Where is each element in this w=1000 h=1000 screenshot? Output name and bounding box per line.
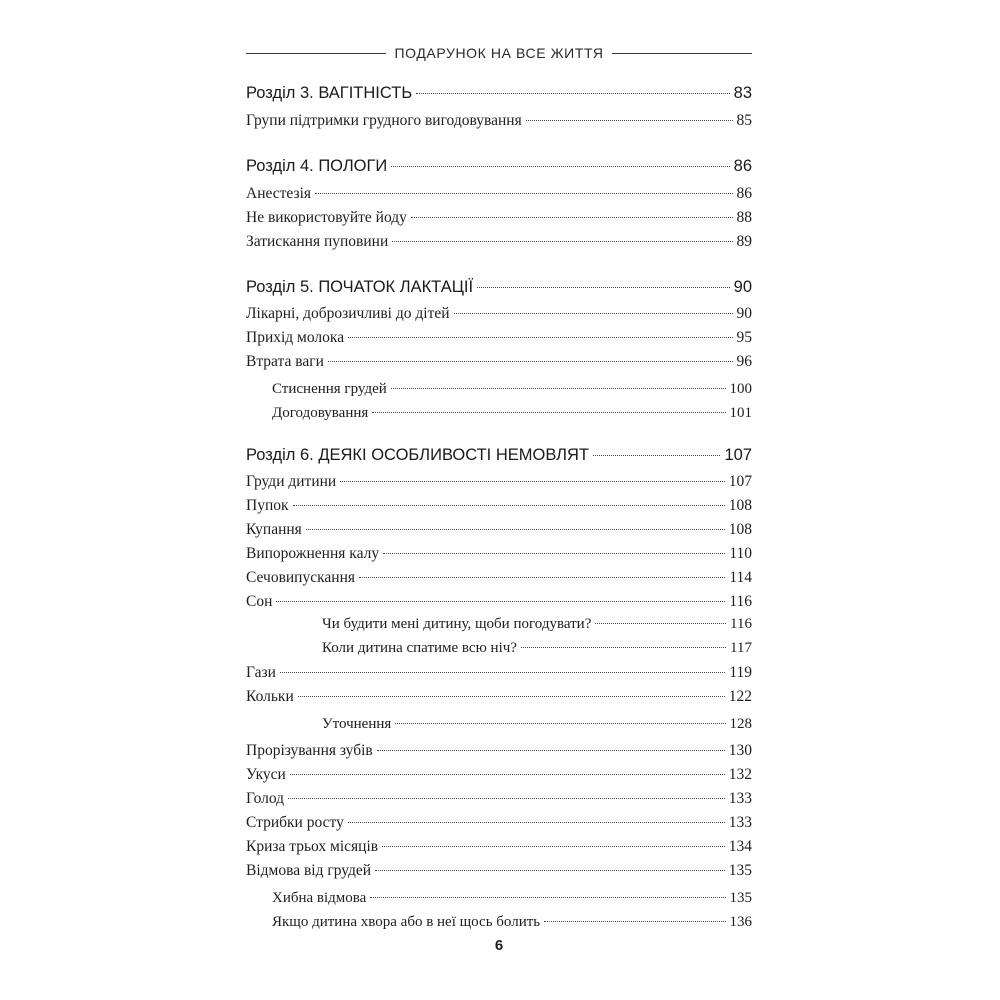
toc-entry-page-number: 100 bbox=[729, 381, 752, 397]
toc-entry-page-number: 89 bbox=[736, 233, 752, 250]
dot-leader bbox=[359, 577, 725, 578]
toc-entry-title: Догодовування bbox=[272, 405, 369, 421]
dot-leader bbox=[348, 822, 725, 823]
running-title: ПОДАРУНОК НА ВСЕ ЖИТТЯ bbox=[394, 45, 604, 61]
dot-leader bbox=[375, 870, 725, 871]
toc-entry-section bbox=[246, 788, 752, 810]
dot-leader bbox=[298, 696, 725, 697]
dot-leader bbox=[595, 623, 726, 624]
dot-leader bbox=[544, 921, 725, 922]
toc-entry-title: Хибна відмова bbox=[272, 890, 367, 906]
dot-leader bbox=[288, 798, 725, 799]
toc-entry-sub bbox=[272, 378, 752, 400]
toc-entry-title: Купання bbox=[246, 521, 302, 538]
toc-entry-page-number: 86 bbox=[736, 185, 752, 202]
toc-entry-section bbox=[246, 764, 752, 786]
toc-entry-page-number: 108 bbox=[728, 521, 752, 538]
dot-leader bbox=[315, 193, 732, 194]
toc-entry-section bbox=[246, 303, 752, 325]
toc-entry-page-number: 90 bbox=[733, 278, 752, 296]
toc-entry-title: Анестезія bbox=[246, 185, 312, 202]
toc-entry-page-number: 83 bbox=[733, 84, 752, 102]
toc-entry-title: Стрибки росту bbox=[246, 814, 344, 831]
toc-entry-section bbox=[246, 183, 752, 205]
toc-entry-section bbox=[246, 351, 752, 373]
toc-entry-section bbox=[246, 860, 752, 882]
dot-leader bbox=[383, 553, 725, 554]
toc-entry-chapter bbox=[246, 276, 752, 298]
toc-entry-page-number: 128 bbox=[729, 716, 752, 732]
toc-entry-section bbox=[246, 471, 752, 493]
toc-entry-title: Розділ 6. ДЕЯКІ ОСОБЛИВОСТІ НЕМОВЛЯТ bbox=[246, 446, 589, 464]
dot-leader bbox=[526, 120, 733, 121]
toc-entry-title: Прихід молока bbox=[246, 329, 345, 346]
dot-leader bbox=[276, 601, 725, 602]
toc-entry-page-number: 101 bbox=[729, 405, 752, 421]
dot-leader bbox=[370, 897, 725, 898]
toc-entry-title: Коли дитина спатиме всю ніч? bbox=[322, 640, 517, 656]
toc-entry-title: Укуси bbox=[246, 766, 286, 783]
dot-leader bbox=[280, 672, 725, 673]
dot-leader bbox=[377, 750, 725, 751]
toc-entry-title: Сон bbox=[246, 593, 273, 610]
toc-entry-section bbox=[246, 231, 752, 253]
toc-entry-page-number: 116 bbox=[729, 593, 752, 610]
toc-entry-title: Затискання пуповини bbox=[246, 233, 389, 250]
running-head bbox=[246, 45, 752, 61]
toc-entry-title: Уточнення bbox=[322, 716, 392, 732]
toc-entry-page-number: 86 bbox=[733, 157, 752, 175]
toc-entry-subsub bbox=[322, 613, 752, 635]
dot-leader bbox=[306, 529, 725, 530]
toc-entry-title: Не використовуйте йоду bbox=[246, 209, 407, 226]
dot-leader bbox=[328, 361, 733, 362]
dot-leader bbox=[411, 217, 733, 218]
toc-entry-title: Кольки bbox=[246, 688, 294, 705]
toc-entry-section bbox=[246, 567, 752, 589]
toc-entry-title: Розділ 5. ПОЧАТОК ЛАКТАЦІЇ bbox=[246, 278, 474, 296]
toc-entry-title: Пупок bbox=[246, 497, 289, 514]
toc-entry-title: Розділ 3. ВАГІТНІСТЬ bbox=[246, 84, 413, 102]
toc-entry-title: Сечовипускання bbox=[246, 569, 355, 586]
book-page bbox=[246, 0, 752, 1000]
toc-entry-page-number: 116 bbox=[730, 616, 752, 632]
dot-leader bbox=[477, 287, 730, 288]
header-rule-left bbox=[246, 53, 386, 54]
toc-entry-title: Втрата ваги bbox=[246, 353, 324, 370]
dot-leader bbox=[391, 166, 729, 167]
toc-entry-section bbox=[246, 836, 752, 858]
toc-entry-title: Прорізування зубів bbox=[246, 742, 373, 759]
toc-entry-page-number: 132 bbox=[728, 766, 752, 783]
toc-entry-title: Якщо дитина хвора або в неї щось болить bbox=[272, 914, 541, 930]
toc-entry-page-number: 133 bbox=[728, 814, 752, 831]
toc-entry-sub bbox=[272, 911, 752, 933]
dot-leader bbox=[395, 723, 725, 724]
toc-entry-title: Криза трьох місяців bbox=[246, 838, 379, 855]
dot-leader bbox=[290, 774, 725, 775]
toc-entry-page-number: 90 bbox=[736, 305, 752, 322]
toc-entry-page-number: 130 bbox=[728, 742, 752, 759]
toc-entry-title: Розділ 4. ПОЛОГИ bbox=[246, 157, 388, 175]
toc-entry-page-number: 117 bbox=[730, 640, 752, 656]
toc-entry-section bbox=[246, 812, 752, 834]
toc-entry-page-number: 107 bbox=[728, 473, 752, 490]
toc-entry-section bbox=[246, 662, 752, 684]
dot-leader bbox=[293, 505, 725, 506]
toc-entry-page-number: 95 bbox=[736, 329, 752, 346]
toc-entry-title: Відмова від грудей bbox=[246, 862, 372, 879]
toc-entry-title: Стиснення грудей bbox=[272, 381, 387, 397]
dot-leader bbox=[521, 647, 726, 648]
toc-entry-title: Груди дитини bbox=[246, 473, 337, 490]
toc-entry-section bbox=[246, 327, 752, 349]
dot-leader bbox=[382, 846, 725, 847]
dot-leader bbox=[340, 481, 725, 482]
toc-entry-section bbox=[246, 686, 752, 708]
dot-leader bbox=[391, 388, 726, 389]
toc-entry-page-number: 134 bbox=[728, 838, 752, 855]
dot-leader bbox=[392, 241, 732, 242]
dot-leader bbox=[372, 412, 725, 413]
toc-entry-page-number: 114 bbox=[729, 569, 752, 586]
dot-leader bbox=[416, 93, 729, 94]
toc-entry-chapter bbox=[246, 444, 752, 466]
page-number: 6 bbox=[494, 937, 504, 954]
toc-entry-page-number: 135 bbox=[729, 890, 752, 906]
toc-entry-section bbox=[246, 543, 752, 565]
toc-entry-page-number: 133 bbox=[728, 790, 752, 807]
toc-entry-section bbox=[246, 740, 752, 762]
toc-entry-page-number: 135 bbox=[728, 862, 752, 879]
toc-entry-page-number: 119 bbox=[729, 664, 752, 681]
toc-entry-title: Лікарні, доброзичливі до дітей bbox=[246, 305, 450, 322]
dot-leader bbox=[593, 455, 720, 456]
toc-entry-page-number: 85 bbox=[736, 112, 752, 129]
dot-leader bbox=[348, 337, 732, 338]
toc-entry-title: Чи будити мені дитину, щоби погодувати? bbox=[322, 616, 592, 632]
toc-entry-chapter bbox=[246, 155, 752, 177]
toc-entry-section bbox=[246, 519, 752, 541]
toc-entry-title: Групи підтримки грудного вигодовування bbox=[246, 112, 522, 129]
toc-entry-title: Гази bbox=[246, 664, 276, 681]
toc-entry-section bbox=[246, 207, 752, 229]
toc-entry-page-number: 122 bbox=[728, 688, 752, 705]
toc-entry-chapter bbox=[246, 82, 752, 104]
toc-entry-page-number: 96 bbox=[736, 353, 752, 370]
toc-entry-page-number: 108 bbox=[728, 497, 752, 514]
toc-entry-page-number: 107 bbox=[724, 446, 752, 464]
toc-entry-sub bbox=[272, 887, 752, 909]
dot-leader bbox=[454, 313, 733, 314]
toc-entry-page-number: 136 bbox=[729, 914, 752, 930]
toc-entry-sub bbox=[272, 402, 752, 424]
header-rule-right bbox=[612, 53, 752, 54]
toc-entry-title: Випорожнення калу bbox=[246, 545, 380, 562]
toc-entry-page-number: 88 bbox=[736, 209, 752, 226]
toc-entry-section bbox=[246, 495, 752, 517]
toc-entry-subsub bbox=[322, 713, 752, 735]
toc-entry-page-number: 110 bbox=[729, 545, 752, 562]
toc-entry-section bbox=[246, 591, 752, 613]
toc-entry-section bbox=[246, 110, 752, 132]
toc-entry-subsub bbox=[322, 637, 752, 659]
toc-entry-title: Голод bbox=[246, 790, 285, 807]
